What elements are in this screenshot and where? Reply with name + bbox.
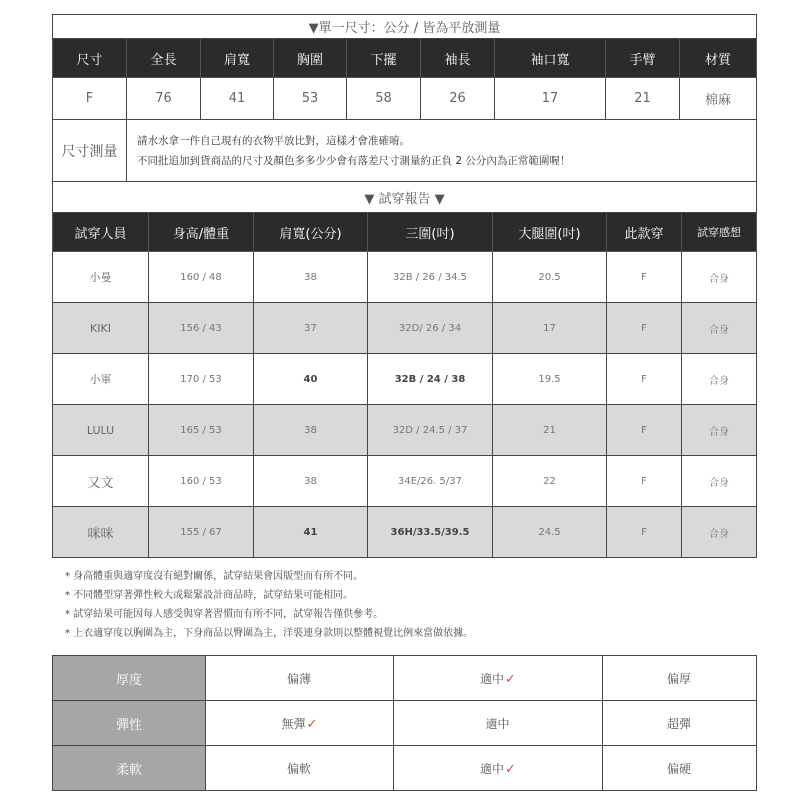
size-header-cell: 袖口寬 [495, 39, 606, 78]
size-value-cell: 26 [421, 78, 495, 120]
option-text: 適中 [485, 716, 510, 731]
height-weight-cell: 160 / 48 [149, 252, 254, 303]
option-text: 偏軟 [286, 761, 311, 776]
measurements-cell: 32B / 26 / 34.5 [368, 252, 493, 303]
size-worn-cell: F [607, 354, 682, 405]
fabric-option [206, 746, 394, 791]
fabric-label-thickness: 厚度 [53, 656, 206, 701]
fit-feedback-cell: 合身 [682, 507, 757, 558]
size-header-cell: 袖長 [421, 39, 495, 78]
option-text: 超彈 [666, 716, 691, 731]
table-row [53, 252, 757, 303]
table-row [53, 456, 757, 507]
fabric-option [394, 656, 603, 701]
size-header-cell: 胸圍 [274, 39, 347, 78]
fabric-properties-table [52, 655, 757, 791]
size-worn-cell: F [607, 303, 682, 354]
shoulder-cell: 38 [254, 456, 368, 507]
tester-name: LULU [53, 405, 149, 456]
check-icon: ✓ [306, 716, 318, 732]
try-header-cell: 三圍(吋) [368, 213, 493, 252]
tester-name: 咪咪 [53, 507, 149, 558]
size-value-cell: 棉麻 [680, 78, 757, 120]
shoulder-cell: 38 [254, 252, 368, 303]
size-header-cell: 下擺 [347, 39, 421, 78]
measure-note-line: 請水水拿一件自己現有的衣物平放比對，這樣才會准確唷。 [137, 135, 410, 147]
fabric-option [206, 701, 394, 746]
list-item: * 不同體型穿著彈性較大或鬆緊設計商品時，試穿結果可能相同。 [65, 590, 354, 601]
shoulder-cell: 37 [254, 303, 368, 354]
shoulder-cell: 40 [254, 354, 368, 405]
tester-name: 小曼 [53, 252, 149, 303]
list-item: * 試穿結果可能因每人感受與穿著習慣而有所不同，試穿報告僅供參考。 [65, 609, 384, 620]
size-value-cell: 41 [201, 78, 274, 120]
try-header-cell: 試穿人員 [53, 213, 149, 252]
size-value-cell: 58 [347, 78, 421, 120]
size-header-cell: 手臂 [606, 39, 680, 78]
thigh-cell: 19.5 [493, 354, 607, 405]
list-item: * 身高體重與適穿度沒有絕對關係，試穿結果會因版型而有所不同。 [65, 571, 364, 582]
shoulder-cell: 38 [254, 405, 368, 456]
measurements-cell: 34E/26. 5/37 [368, 456, 493, 507]
size-header-cell: 肩寬 [201, 39, 274, 78]
height-weight-cell: 155 / 67 [149, 507, 254, 558]
fit-notes-list [65, 567, 473, 643]
try-header-cell: 身高/體重 [149, 213, 254, 252]
size-chart-table [52, 14, 757, 183]
size-value-cell: F [53, 78, 127, 120]
size-value-cell: 21 [606, 78, 680, 120]
option-text: 無彈 [281, 716, 306, 731]
size-header-cell: 尺寸 [53, 39, 127, 78]
measurements-cell: 32D / 24.5 / 37 [368, 405, 493, 456]
try-header-cell: 肩寬(公分) [254, 213, 368, 252]
try-on-title: ▼ 試穿報告 ▼ [53, 182, 757, 213]
option-text: 偏薄 [286, 671, 311, 686]
fit-feedback-cell: 合身 [682, 456, 757, 507]
height-weight-cell: 156 / 43 [149, 303, 254, 354]
size-worn-cell: F [607, 405, 682, 456]
try-header-cell: 此款穿 [607, 213, 682, 252]
thigh-cell: 17 [493, 303, 607, 354]
fabric-row [53, 746, 757, 791]
measure-note-line: 不同批追加到貨商品的尺寸及顏色多多少少會有落差尺寸測量約正負 2 公分內為正常範圍喔！ [137, 155, 571, 167]
fit-feedback-cell: 合身 [682, 252, 757, 303]
measure-note-label: 尺寸測量 [53, 120, 127, 183]
measurements-cell: 32D/ 26 / 34 [368, 303, 493, 354]
shoulder-cell: 41 [254, 507, 368, 558]
table-row [53, 303, 757, 354]
size-worn-cell: F [607, 252, 682, 303]
fabric-option [603, 656, 757, 701]
tester-name: KIKI [53, 303, 149, 354]
try-header-cell: 大腿圍(吋) [493, 213, 607, 252]
fit-feedback-cell: 合身 [682, 303, 757, 354]
fabric-option [603, 746, 757, 791]
height-weight-cell: 160 / 53 [149, 456, 254, 507]
thigh-cell: 21 [493, 405, 607, 456]
fabric-option [603, 701, 757, 746]
table-row [53, 354, 757, 405]
fabric-label-elasticity: 彈性 [53, 701, 206, 746]
measurements-cell: 36H/33.5/39.5 [368, 507, 493, 558]
table-row [53, 405, 757, 456]
size-value-cell: 53 [274, 78, 347, 120]
fabric-option [394, 701, 603, 746]
option-text: 適中 [480, 671, 505, 686]
fit-feedback-cell: 合身 [682, 354, 757, 405]
check-icon: ✓ [505, 761, 516, 777]
size-value-cell: 17 [495, 78, 606, 120]
thigh-cell: 22 [493, 456, 607, 507]
height-weight-cell: 165 / 53 [149, 405, 254, 456]
size-chart-title: ▼單一尺寸：公分 / 皆為平放測量 [53, 15, 757, 39]
fabric-option [206, 656, 394, 701]
size-header-cell: 材質 [680, 39, 757, 78]
fabric-label-softness: 柔軟 [53, 746, 206, 791]
thigh-cell: 20.5 [493, 252, 607, 303]
tester-name: 又文 [53, 456, 149, 507]
thigh-cell: 24.5 [493, 507, 607, 558]
option-text: 偏厚 [666, 671, 691, 686]
size-value-cell: 76 [127, 78, 201, 120]
option-text: 適中 [480, 761, 505, 776]
fabric-option [394, 746, 603, 791]
fabric-row [53, 656, 757, 701]
size-worn-cell: F [607, 507, 682, 558]
option-text: 偏硬 [666, 761, 691, 776]
measure-note-text [127, 120, 757, 183]
measurements-cell: 32B / 24 / 38 [368, 354, 493, 405]
fit-feedback-cell: 合身 [682, 405, 757, 456]
fabric-row [53, 701, 757, 746]
height-weight-cell: 170 / 53 [149, 354, 254, 405]
try-on-report-table [52, 181, 757, 558]
tester-name: 小軍 [53, 354, 149, 405]
try-header-cell: 試穿感想 [682, 213, 757, 252]
size-header-cell: 全長 [127, 39, 201, 78]
table-row [53, 507, 757, 558]
list-item: * 上衣適穿度以胸圍為主，下身商品以臀圍為主，洋裝連身款則以整體視覺比例來當做依據。 [65, 628, 474, 639]
size-worn-cell: F [607, 456, 682, 507]
check-icon: ✓ [505, 671, 516, 687]
